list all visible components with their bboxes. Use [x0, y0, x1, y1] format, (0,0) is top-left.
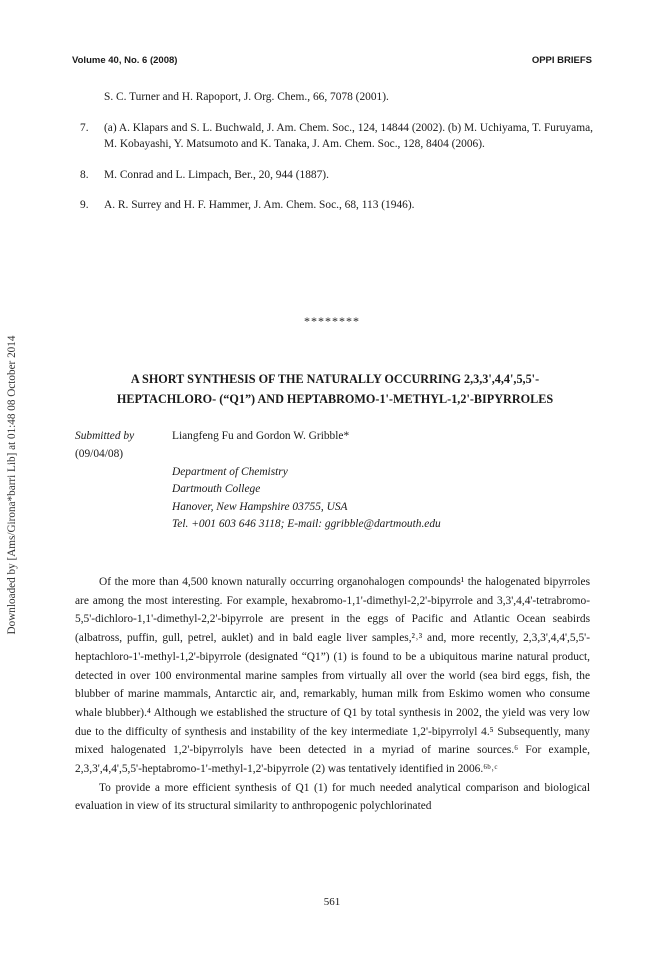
download-watermark	[0, 0, 20, 967]
author-block	[172, 428, 592, 534]
reference-number: 7.	[80, 121, 89, 134]
submission-info	[75, 428, 175, 463]
body-paragraph: Of the more than 4,500 known naturally occurring organohalogen compounds¹ the halogenated bipyrroles are among the most interesting. For example, hexabromo-1,1'-dimethyl-2,2'-bipyrrole and 3,3',4,4'-tetrabromo-5,5'-dichloro-1,1'-dimethyl-2,2'-bipyrrole are present in the eggs of Pacific and Atlantic Ocean seabirds (albatross, puffin, gull, petrel, auklet) and in bald eagle liver samples,²˒³ and, more recently, 2,3,3',4,4',5,5'-heptachloro-1'-methyl-1,2'-bipyrrole (designated “Q1”) (1) is found to be a ubiquitous marine natural product, detected in over 100 environmental marine samples from virtually all over the world (sea bird eggs, fish, the blubber of marine mammals, Antarctic air, and, remarkably, human milk from Eskimo women who consume whale blubber).⁴ Although we established the structure of Q1 by total synthesis in 2002, the yield was very low due to the difficulty of synthesis and instability of the key intermediate 1,2'-bipyrrolyl 4.⁵ Subsequently, many mixed halogenated 1,2'-bipyrrolyls have been detected in a myriad of marine sources.⁶ For example, 2,3,3',4,4',5,5'-heptabromo-1'-methyl-1,2'-bipyrrole (2) was tentatively identified in 2006.⁶ᵇ˒ᶜ	[75, 576, 590, 776]
submitted-date: (09/04/08)	[75, 447, 124, 460]
article-body	[75, 573, 590, 816]
affiliation-department: Department of Chemistry	[172, 465, 288, 478]
reference-list	[80, 89, 600, 228]
section-separator: ********	[304, 314, 360, 328]
author-names: Liangfeng Fu and Gordon W. Gribble*	[172, 430, 350, 442]
title-line-1: A SHORT SYNTHESIS OF THE NATURALLY OCCURRING 2,3,3',4,4',5,5'-	[130, 372, 540, 386]
reference-item	[80, 197, 600, 214]
volume-label: Volume 40, No. 6 (2008)	[72, 55, 178, 66]
reference-item	[80, 167, 600, 184]
body-paragraph: To provide a more efficient synthesis of Q1 (1) for much needed analytical comparison and biological evaluation in view of its structural similarity to anthropogenic polychlorinated	[75, 781, 590, 813]
title-line-2: HEPTACHLORO- (“Q1”) AND HEPTABROMO-1'-METHYL-1,2'-BIPYRROLES	[116, 392, 554, 406]
affiliation-contact: Tel. +001 603 646 3118; E-mail: ggribble@dartmouth.edu	[172, 518, 441, 530]
affiliation-address: Hanover, New Hampshire 03755, USA	[172, 500, 348, 513]
reference-item	[80, 120, 600, 153]
reference-text: (a) A. Klapars and S. L. Buchwald, J. Am. Chem. Soc., 124, 14844 (2002). (b) M. Uchiyama, T. Furuyama, M. Kobayashi, Y. Matsumoto and K. Tanaka, J. Am. Chem. Soc., 128, 8404 (2006).	[104, 121, 593, 150]
reference-number: 9.	[80, 199, 89, 211]
section-label: OPPI BRIEFS	[531, 55, 592, 66]
download-note: Downloaded by [Ams/Girona*barri Lib] at 01:48 08 October 2014	[6, 335, 18, 635]
affiliation-college: Dartmouth College	[172, 483, 261, 495]
reference-text: A. R. Surrey and H. F. Hammer, J. Am. Chem. Soc., 68, 113 (1946).	[104, 199, 415, 211]
reference-item	[80, 89, 600, 106]
page-number: 561	[323, 896, 341, 908]
reference-text: S. C. Turner and H. Rapoport, J. Org. Chem., 66, 7078 (2001).	[104, 91, 389, 103]
article-title	[70, 369, 600, 409]
reference-text: M. Conrad and L. Limpach, Ber., 20, 944 (1887).	[104, 168, 329, 181]
reference-number: 8.	[80, 168, 89, 181]
affiliation	[172, 464, 592, 534]
submitted-label: Submitted by	[75, 430, 135, 442]
